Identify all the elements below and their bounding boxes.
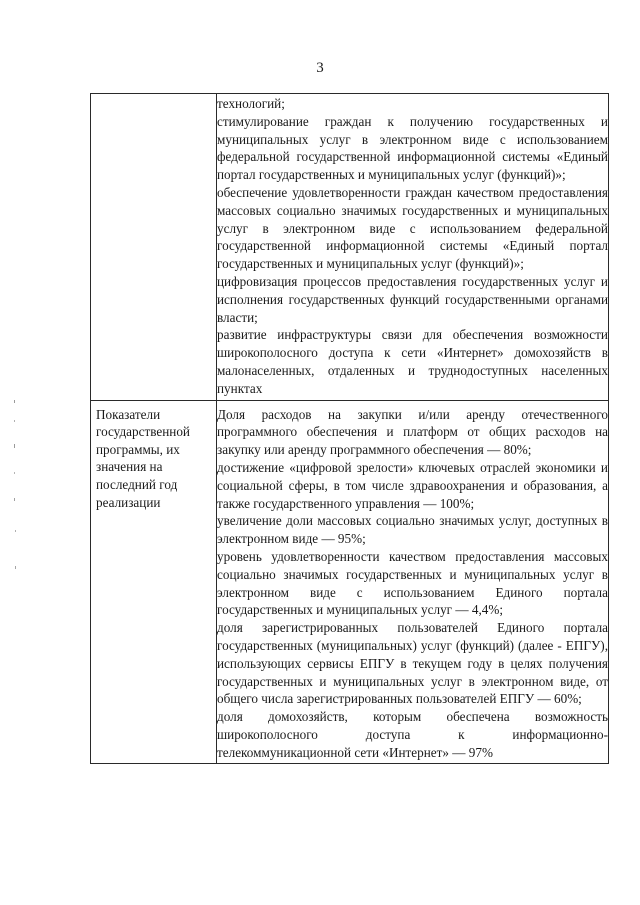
row-label-line: государственной xyxy=(96,424,190,440)
list-item: обеспечение удовлетворенности граждан качеством предоставления массовых социально значимых государственных и муниципальных услуг в электронном виде с использованием федеральной государственной информационной системы «Единый портал государственных и муниципальных услуг (функций)»; xyxy=(217,184,608,272)
scan-margin-marks xyxy=(6,380,26,580)
row-label-line: Показатели xyxy=(96,406,161,422)
list-item: уровень удовлетворенности качеством предоставления массовых социально значимых государственных и муниципальных услуг в электронном виде с использованием Единого портала государственных и муниципальных услуг — 4,4%; xyxy=(217,548,608,618)
list-item: Доля расходов на закупки и/или аренду отечественного программного обеспечения и платформ от общих расходов на закупку или аренду программного обеспечения — 80%; xyxy=(217,406,608,458)
row-content-cell xyxy=(217,400,609,764)
row-label-line: программы, их xyxy=(96,441,180,457)
program-passport-table xyxy=(90,93,609,764)
row-label-line: последний год xyxy=(96,476,178,492)
list-item: доля домохозяйств, которым обеспечена возможность широкополосного доступа к информационно-телекоммуникационной сети «Интернет» — 97% xyxy=(217,709,608,760)
row-label-line: значения на xyxy=(96,459,163,475)
page-number: 3 xyxy=(316,60,324,76)
list-item: достижение «цифровой зрелости» ключевых отраслей экономики и социальной сферы, в том числе здравоохранения и образования, а также государственного управления — 100%; xyxy=(217,459,608,511)
row-content-cell xyxy=(217,94,609,401)
list-item: увеличение доли массовых социально значимых услуг, доступных в электронном виде — 95%; xyxy=(217,513,608,547)
row-label xyxy=(91,401,216,512)
row-label-cell xyxy=(91,400,217,764)
row-label-cell xyxy=(91,94,217,401)
row-label-line: реализации xyxy=(96,494,161,510)
list-item: цифровизация процессов предоставления государственных услуг и исполнения государственных функций государственными органами власти; xyxy=(217,273,608,325)
list-item: развитие инфраструктуры связи для обеспечения возможности широкополосного доступа к сети «Интернет» домохозяйств в малонаселенных, отдаленных и труднодоступных населенных пунктах xyxy=(217,327,608,396)
table-row xyxy=(91,94,609,401)
list-item: доля зарегистрированных пользователей Единого портала государственных (муниципальных) услуг (функций) (далее - ЕПГУ), использующих сервисы ЕПГУ в текущем году в целях получения государственных и муниципальных услуг в электронном виде, от общего числа зарегистрированных пользователей ЕПГУ — 60%; xyxy=(217,620,608,707)
table-row xyxy=(91,400,609,764)
list-item: стимулирование граждан к получению государственных и муниципальных услуг в электронном виде с использованием федеральной государственной информационной системы «Единый портал государственных и муниципальных услуг (функций)»; xyxy=(217,113,608,183)
list-item: технологий; xyxy=(217,96,285,111)
